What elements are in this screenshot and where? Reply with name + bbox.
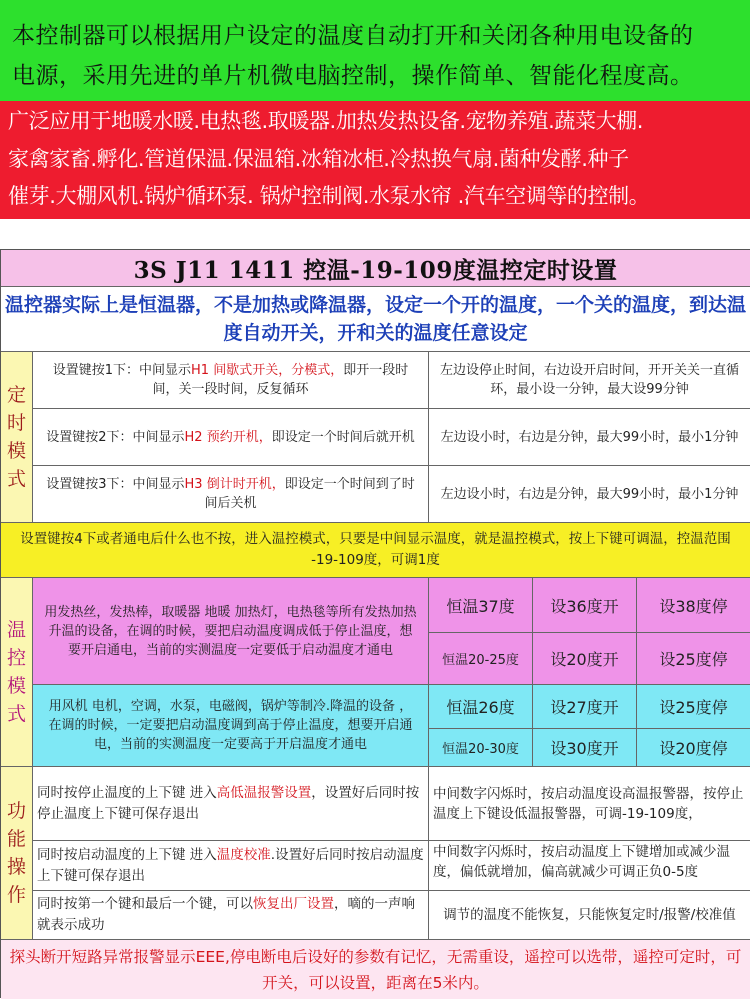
desc-highlight: H1 间歇式开关，分模式，	[191, 363, 344, 378]
desc-text: .设置好后同时按启动温度上下键可保存退出	[37, 846, 424, 884]
label-char: 控	[6, 647, 26, 669]
function-row-text	[37, 894, 424, 936]
table-title: 3S J11 1411 控温-19-109度温控定时设置	[1, 250, 750, 287]
heating-on-cell: 设20度开	[533, 633, 637, 685]
label-char: 功	[6, 800, 26, 822]
temp-mode-label	[1, 578, 33, 767]
label-char: 式	[6, 468, 26, 490]
timer-row-text	[46, 428, 414, 447]
label-char: 模	[6, 440, 26, 462]
desc-text: 即设定一个时间到了时间后关机	[204, 477, 415, 511]
applications-line: 广泛应用于地暖水暖.电热毯.取暖器.加热发热设备.宠物养殖.蔬菜大棚.	[8, 109, 644, 133]
desc-text: ，嘀的一声响就表示成功	[37, 896, 415, 933]
cooling-on-cell: 设30度开	[533, 729, 637, 767]
desc-highlight: H2 预约开机，	[184, 429, 272, 445]
cooling-off-cell: 设20度停	[637, 729, 750, 767]
heating-on-cell: 设36度开	[533, 578, 637, 633]
desc-highlight: 恢复出厂设置	[253, 896, 334, 912]
function-row-3-note: 调节的温度不能恢复，只能恢复定时/报警/校准值	[429, 891, 750, 940]
temp-mode-intro: 设置键按4下或者通电后什么也不按，进入温控模式，只要是中间显示温度，就是温控模式，按上下键可调温，控温范围 -19-109度，可调1度	[1, 523, 750, 578]
function-row-1-desc	[33, 767, 429, 841]
desc-highlight: H3 倒计时开机，	[184, 477, 285, 492]
desc-text: 设置键按3下：中间显示	[46, 477, 185, 492]
desc-text: ，设置好后同时按停止温度上下键可保存退出	[37, 784, 420, 822]
heating-description: 用发热丝，发热棒，取暖器 地暖 加热灯，电热毯等所有发热加热升温的设备，在调的时候，要把启动温度调成低于停止温度，想要开启通电，当前的实测温度一定要低于启动温度才通电	[33, 578, 429, 685]
applications-line: 催芽.大棚风机.锅炉循环泵. 锅炉控制阀.水泵水帘 .汽车空调等的控制。	[8, 184, 650, 208]
cooling-description: 用风机 电机，空调，水泵，电磁阀，锅炉等制冷.降温的设备 ，在调的时候，一定要把启动温度调到高于停止温度，想要开启通电，当前的实测温度一定要高于开启温度才通电	[33, 685, 429, 767]
desc-text: 同时按停止温度的上下键 进入	[37, 784, 217, 801]
timer-row-text	[41, 361, 420, 399]
desc-text: 同时按第一个键和最后一个键，可以	[37, 896, 253, 912]
desc-text: 设置键按1下：中间显示	[52, 363, 192, 378]
applications-banner	[0, 101, 750, 219]
label-char: 定	[6, 384, 26, 406]
label-char: 能	[6, 828, 26, 850]
cooling-mode-cell: 恒温20-30度	[429, 729, 533, 767]
label-char: 时	[6, 412, 26, 434]
label-char: 式	[6, 703, 26, 725]
heating-off-cell: 设25度停	[637, 633, 750, 685]
label-char: 模	[6, 675, 26, 697]
label-char: 作	[6, 884, 26, 906]
function-row-3-desc	[33, 891, 429, 940]
desc-text: 同时按启动温度的上下键 进入	[37, 846, 217, 863]
function-row-2-note: 中间数字闪烁时，按启动温度上下键增加或减少温度，偏低就增加，偏高就减少可调正负0-5度	[429, 841, 750, 891]
timer-mode-label	[1, 352, 33, 523]
intro-line: 电源，采用先进的单片机微电脑控制，操作简单、智能化程度高。	[12, 63, 694, 89]
settings-table	[0, 249, 750, 998]
function-row-1-note: 中间数字闪烁时，按启动温度设高温报警器，按停止温度上下键设低温报警器，可调-19-109度，	[429, 767, 750, 841]
function-row-text	[37, 845, 424, 887]
cooling-on-cell: 设27度开	[533, 685, 637, 729]
timer-row-2-note: 左边设小时，右边是分钟，最大99小时，最小1分钟	[429, 409, 750, 466]
desc-text: 即设定一个时间后就开机	[271, 429, 415, 445]
cooling-off-cell: 设25度停	[637, 685, 750, 729]
desc-highlight: 温度校准	[216, 846, 271, 863]
timer-row-text	[41, 475, 420, 513]
timer-row-1-note: 左边设停止时间，右边设开启时间，开开关关一直循环，最小设一分钟，最大设99分钟	[429, 352, 750, 409]
timer-row-1-desc	[33, 352, 429, 409]
desc-highlight: 高低温报警设置	[216, 784, 312, 801]
label-char: 温	[6, 619, 26, 641]
intro-line: 本控制器可以根据用户设定的温度自动打开和关闭各种用电设备的	[12, 23, 694, 49]
cooling-mode-cell: 恒温26度	[429, 685, 533, 729]
timer-row-3-desc	[33, 466, 429, 523]
intro-banner	[0, 0, 750, 101]
heating-mode-cell: 恒温20-25度	[429, 633, 533, 685]
desc-text: 即开一段时间，关一段时间，反复循环	[152, 363, 409, 397]
label-char: 操	[6, 856, 26, 878]
function-row-text	[37, 783, 424, 825]
timer-row-3-note: 左边设小时，右边是分钟，最大99小时，最小1分钟	[429, 466, 750, 523]
heating-mode-cell: 恒温37度	[429, 578, 533, 633]
function-ops-label	[1, 767, 33, 940]
function-row-2-desc	[33, 841, 429, 891]
desc-text: 设置键按2下：中间显示	[46, 429, 185, 445]
table-footer: 探头断开短路异常报警显示EEE,停电断电后设好的参数有记忆，无需重设，遥控可以选带，遥控可定时，可开关，可以设置，距离在5米内。	[1, 940, 750, 999]
heating-off-cell: 设38度停	[637, 578, 750, 633]
table-subtitle: 温控器实际上是恒温器，不是加热或降温器，设定一个开的温度，一个关的温度，到达温度自动开关，开和关的温度任意设定	[1, 287, 750, 352]
applications-line: 家禽家畜.孵化.管道保温.保温箱.冰箱冰柜.冷热换气扇.菌种发酵.种子	[8, 146, 629, 171]
timer-row-2-desc	[33, 409, 429, 466]
